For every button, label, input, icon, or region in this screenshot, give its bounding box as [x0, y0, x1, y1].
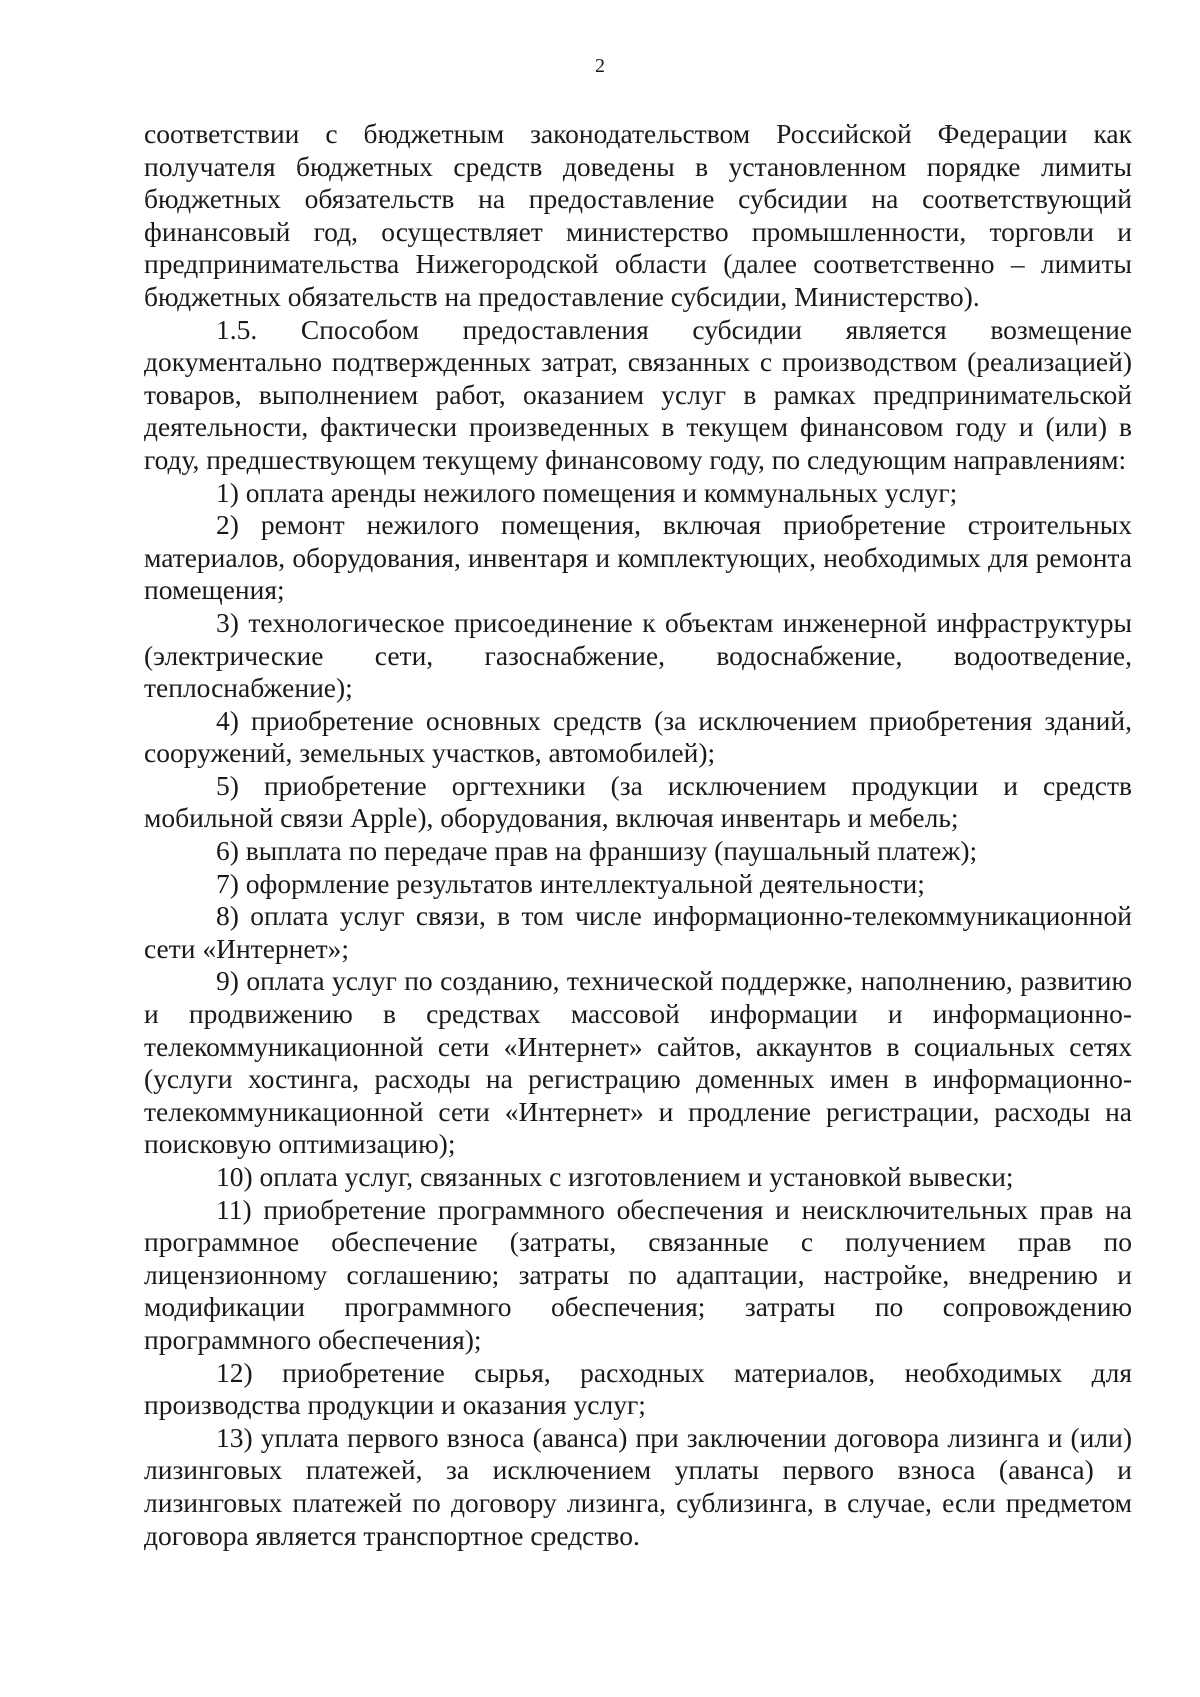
list-item-11: 11) приобретение программного обеспечения и неисключительных прав на программное обеспечение (затраты, связанные с получением прав по лицензионному соглашению; затраты по адаптации, настройке, внедрению и модификации программного обеспечения; затраты по сопровождению программного обеспечения); — [144, 1193, 1132, 1355]
list-item-10: 10) оплата услуг, связанных с изготовлением и установкой вывески; — [216, 1161, 1014, 1192]
list-item-12: 12) приобретение сырья, расходных материалов, необходимых для производства продукции и оказания услуг; — [144, 1356, 1132, 1421]
list-item-1: 1) оплата аренды нежилого помещения и коммунальных услуг; — [216, 476, 958, 508]
list-item-9: 9) оплата услуг по созданию, технической поддержке, наполнению, развитию и продвижению в средствах массовой информации и информационно-телекоммуникационной сети «Интернет» сайтов, аккаунтов в социальных сетях (услуги хостинга, расходы на регистрацию доменных имен в информационно-телекоммуникационной сети «Интернет» и продление регистрации, расходы на поисковую оптимизацию); — [144, 965, 1132, 1160]
page-number: 2 — [595, 55, 605, 77]
list-item-3: 3) технологическое присоединение к объектам инженерной инфраструктуры (электрические сети, газоснабжение, водоснабжение, водоотведение, теплоснабжение); — [144, 606, 1132, 704]
list-item-6: 6) выплата по передаче прав на франшизу (паушальный платеж); — [216, 835, 978, 867]
list-item-13: 13) уплата первого взноса (аванса) при заключении договора лизинга и (или) лизинговых платежей, за исключением уплаты первого взноса (аванса) и лизинговых платежей по договору лизинга, сублизинга, в случае, если предметом договора является транспортное средство. — [144, 1421, 1132, 1551]
paragraph-clause-1-5: 1.5. Способом предоставления субсидии является возмещение документально подтвержденных затрат, связанных с производством (реализацией) товаров, выполнением работ, оказанием услуг в рамках предпринимательской деятельности, фактически произведенных в текущем финансовом году и (или) в году, предшествующем текущему финансовому году, по следующим направлениям: — [144, 313, 1132, 475]
document-body — [144, 118, 1132, 1552]
list-item-7: 7) оформление результатов интеллектуальной деятельности; — [216, 867, 925, 899]
list-item-8: 8) оплата услуг связи, в том числе информационно-телекоммуникационной сети «Интернет»; — [144, 900, 1132, 964]
paragraph-continuation: соответствии с бюджетным законодательством Российской Федерации как получателя бюджетных средств доведены в установленном порядке лимиты бюджетных обязательств на предоставление субсидии на соответствующий финансовый год, осуществляет министерство промышленности, торговли и предпринимательства Нижегородской области (далее соответственно – лимиты бюджетных обязательств на предоставление субсидии, Министерство). — [144, 118, 1132, 312]
list-item-4: 4) приобретение основных средств (за исключением приобретения зданий, сооружений, земельных участков, автомобилей); — [144, 704, 1132, 769]
list-item-5: 5) приобретение оргтехники (за исключением продукции и средств мобильной связи Apple), оборудования, включая инвентарь и мебель; — [144, 769, 1132, 834]
list-item-2: 2) ремонт нежилого помещения, включая приобретение строительных материалов, оборудования, инвентаря и комплектующих, необходимых для ремонта помещения; — [144, 509, 1132, 606]
